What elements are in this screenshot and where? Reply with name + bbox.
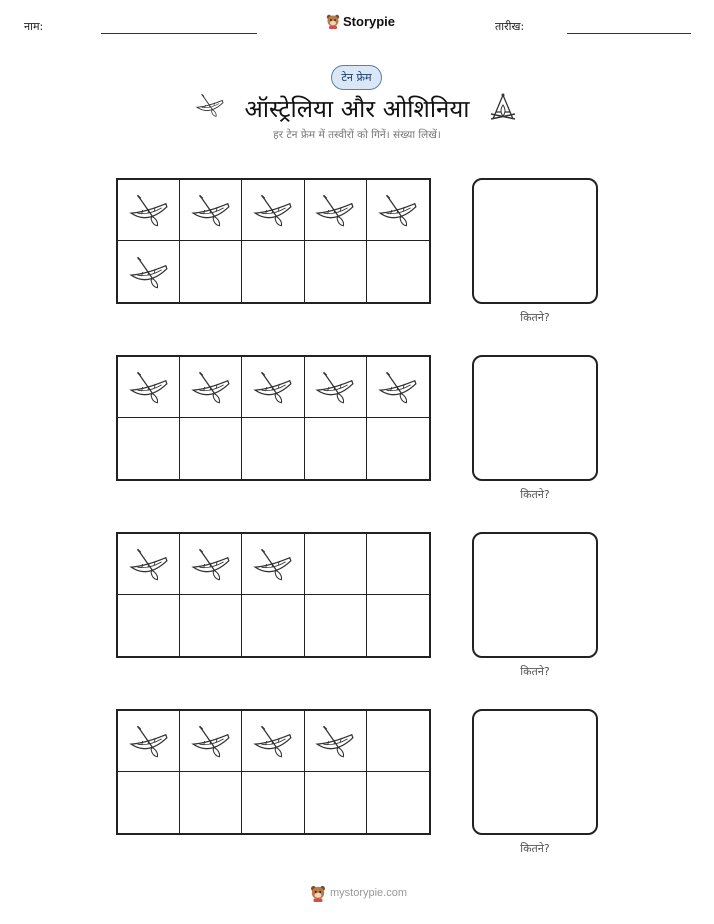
ten-frame — [116, 532, 431, 658]
canoe-icon — [252, 546, 294, 582]
ten-frame-cell — [180, 180, 242, 241]
ten-frame-cell — [305, 534, 367, 595]
ten-frame-cell — [242, 357, 304, 418]
name-line[interactable] — [101, 33, 257, 34]
canoe-icon — [128, 254, 170, 290]
ten-frame-cell — [180, 772, 242, 833]
canoe-icon — [252, 192, 294, 228]
ten-frame-cell — [242, 534, 304, 595]
canoe-icon — [190, 369, 232, 405]
ten-frame-cell — [242, 772, 304, 833]
answer-label: कितने? — [520, 488, 550, 501]
ten-frame-cell — [367, 418, 429, 479]
ten-frame-cell — [367, 772, 429, 833]
ten-frame — [116, 355, 431, 481]
canoe-icon — [128, 192, 170, 228]
name-label: नाम: — [24, 20, 44, 33]
answer-label: कितने? — [520, 665, 550, 678]
ten-frame-cell — [242, 241, 304, 302]
ten-frame-cell — [305, 595, 367, 656]
ten-frame-cell — [367, 180, 429, 241]
ten-frame — [116, 709, 431, 835]
topic-badge: टेन फ्रेम — [331, 65, 382, 90]
brand-name: Storypie — [343, 13, 396, 29]
ten-frame-cell — [180, 711, 242, 772]
canoe-icon — [377, 369, 419, 405]
ten-frame-cell — [305, 180, 367, 241]
ten-frame-cell — [118, 357, 180, 418]
date-label: तारीख: — [495, 20, 525, 33]
ten-frame-cell — [242, 595, 304, 656]
date-line[interactable] — [567, 33, 691, 34]
ten-frame-cell — [367, 711, 429, 772]
ten-frame-cell — [367, 357, 429, 418]
ten-frame — [116, 178, 431, 304]
ten-frame-cell — [242, 180, 304, 241]
ten-frame-cell — [242, 418, 304, 479]
canoe-icon — [190, 723, 232, 759]
ten-frame-cell — [367, 595, 429, 656]
brand-logo — [326, 13, 395, 29]
canoe-icon — [128, 546, 170, 582]
page-title: ऑस्ट्रेलिया और ओशिनिया — [244, 95, 470, 123]
ten-frame-cell — [305, 711, 367, 772]
canoe-icon — [128, 723, 170, 759]
bear-icon — [310, 884, 326, 902]
instructions: हर टेन फ्रेम में तस्वीरों को गिनें। संख्या लिखें। — [273, 129, 441, 141]
footer — [310, 884, 407, 902]
answer-box[interactable] — [472, 532, 598, 658]
ten-frame-cell — [118, 595, 180, 656]
canoe-icon — [128, 369, 170, 405]
ten-frame-cell — [118, 534, 180, 595]
canoe-icon — [314, 723, 356, 759]
ten-frame-cell — [180, 241, 242, 302]
ten-frame-cell — [305, 772, 367, 833]
canoe-icon — [314, 192, 356, 228]
ten-frame-cell — [367, 534, 429, 595]
ten-frame-cell — [305, 241, 367, 302]
answer-box[interactable] — [472, 178, 598, 304]
ten-frame-cell — [118, 711, 180, 772]
ten-frame-cell — [305, 418, 367, 479]
answer-box[interactable] — [472, 355, 598, 481]
footer-url[interactable]: mystorypie.com — [330, 887, 408, 899]
ten-frame-cell — [367, 241, 429, 302]
ten-frame-cell — [180, 357, 242, 418]
ten-frame-cell — [118, 180, 180, 241]
ten-frame-cell — [180, 595, 242, 656]
answer-label: कितने? — [520, 311, 550, 324]
answer-label: कितने? — [520, 842, 550, 855]
ten-frame-cell — [118, 418, 180, 479]
ten-frame-cell — [118, 772, 180, 833]
canoe-icon — [252, 369, 294, 405]
campfire-icon — [488, 92, 518, 122]
ten-frame-cell — [180, 534, 242, 595]
bear-icon — [326, 13, 340, 29]
ten-frame-cell — [180, 418, 242, 479]
canoe-icon — [314, 369, 356, 405]
answer-box[interactable] — [472, 709, 598, 835]
canoe-icon — [377, 192, 419, 228]
canoe-icon — [190, 546, 232, 582]
ten-frame-cell — [118, 241, 180, 302]
ten-frame-cell — [305, 357, 367, 418]
ten-frame-cell — [242, 711, 304, 772]
canoe-icon — [252, 723, 294, 759]
canoe-icon — [190, 192, 232, 228]
